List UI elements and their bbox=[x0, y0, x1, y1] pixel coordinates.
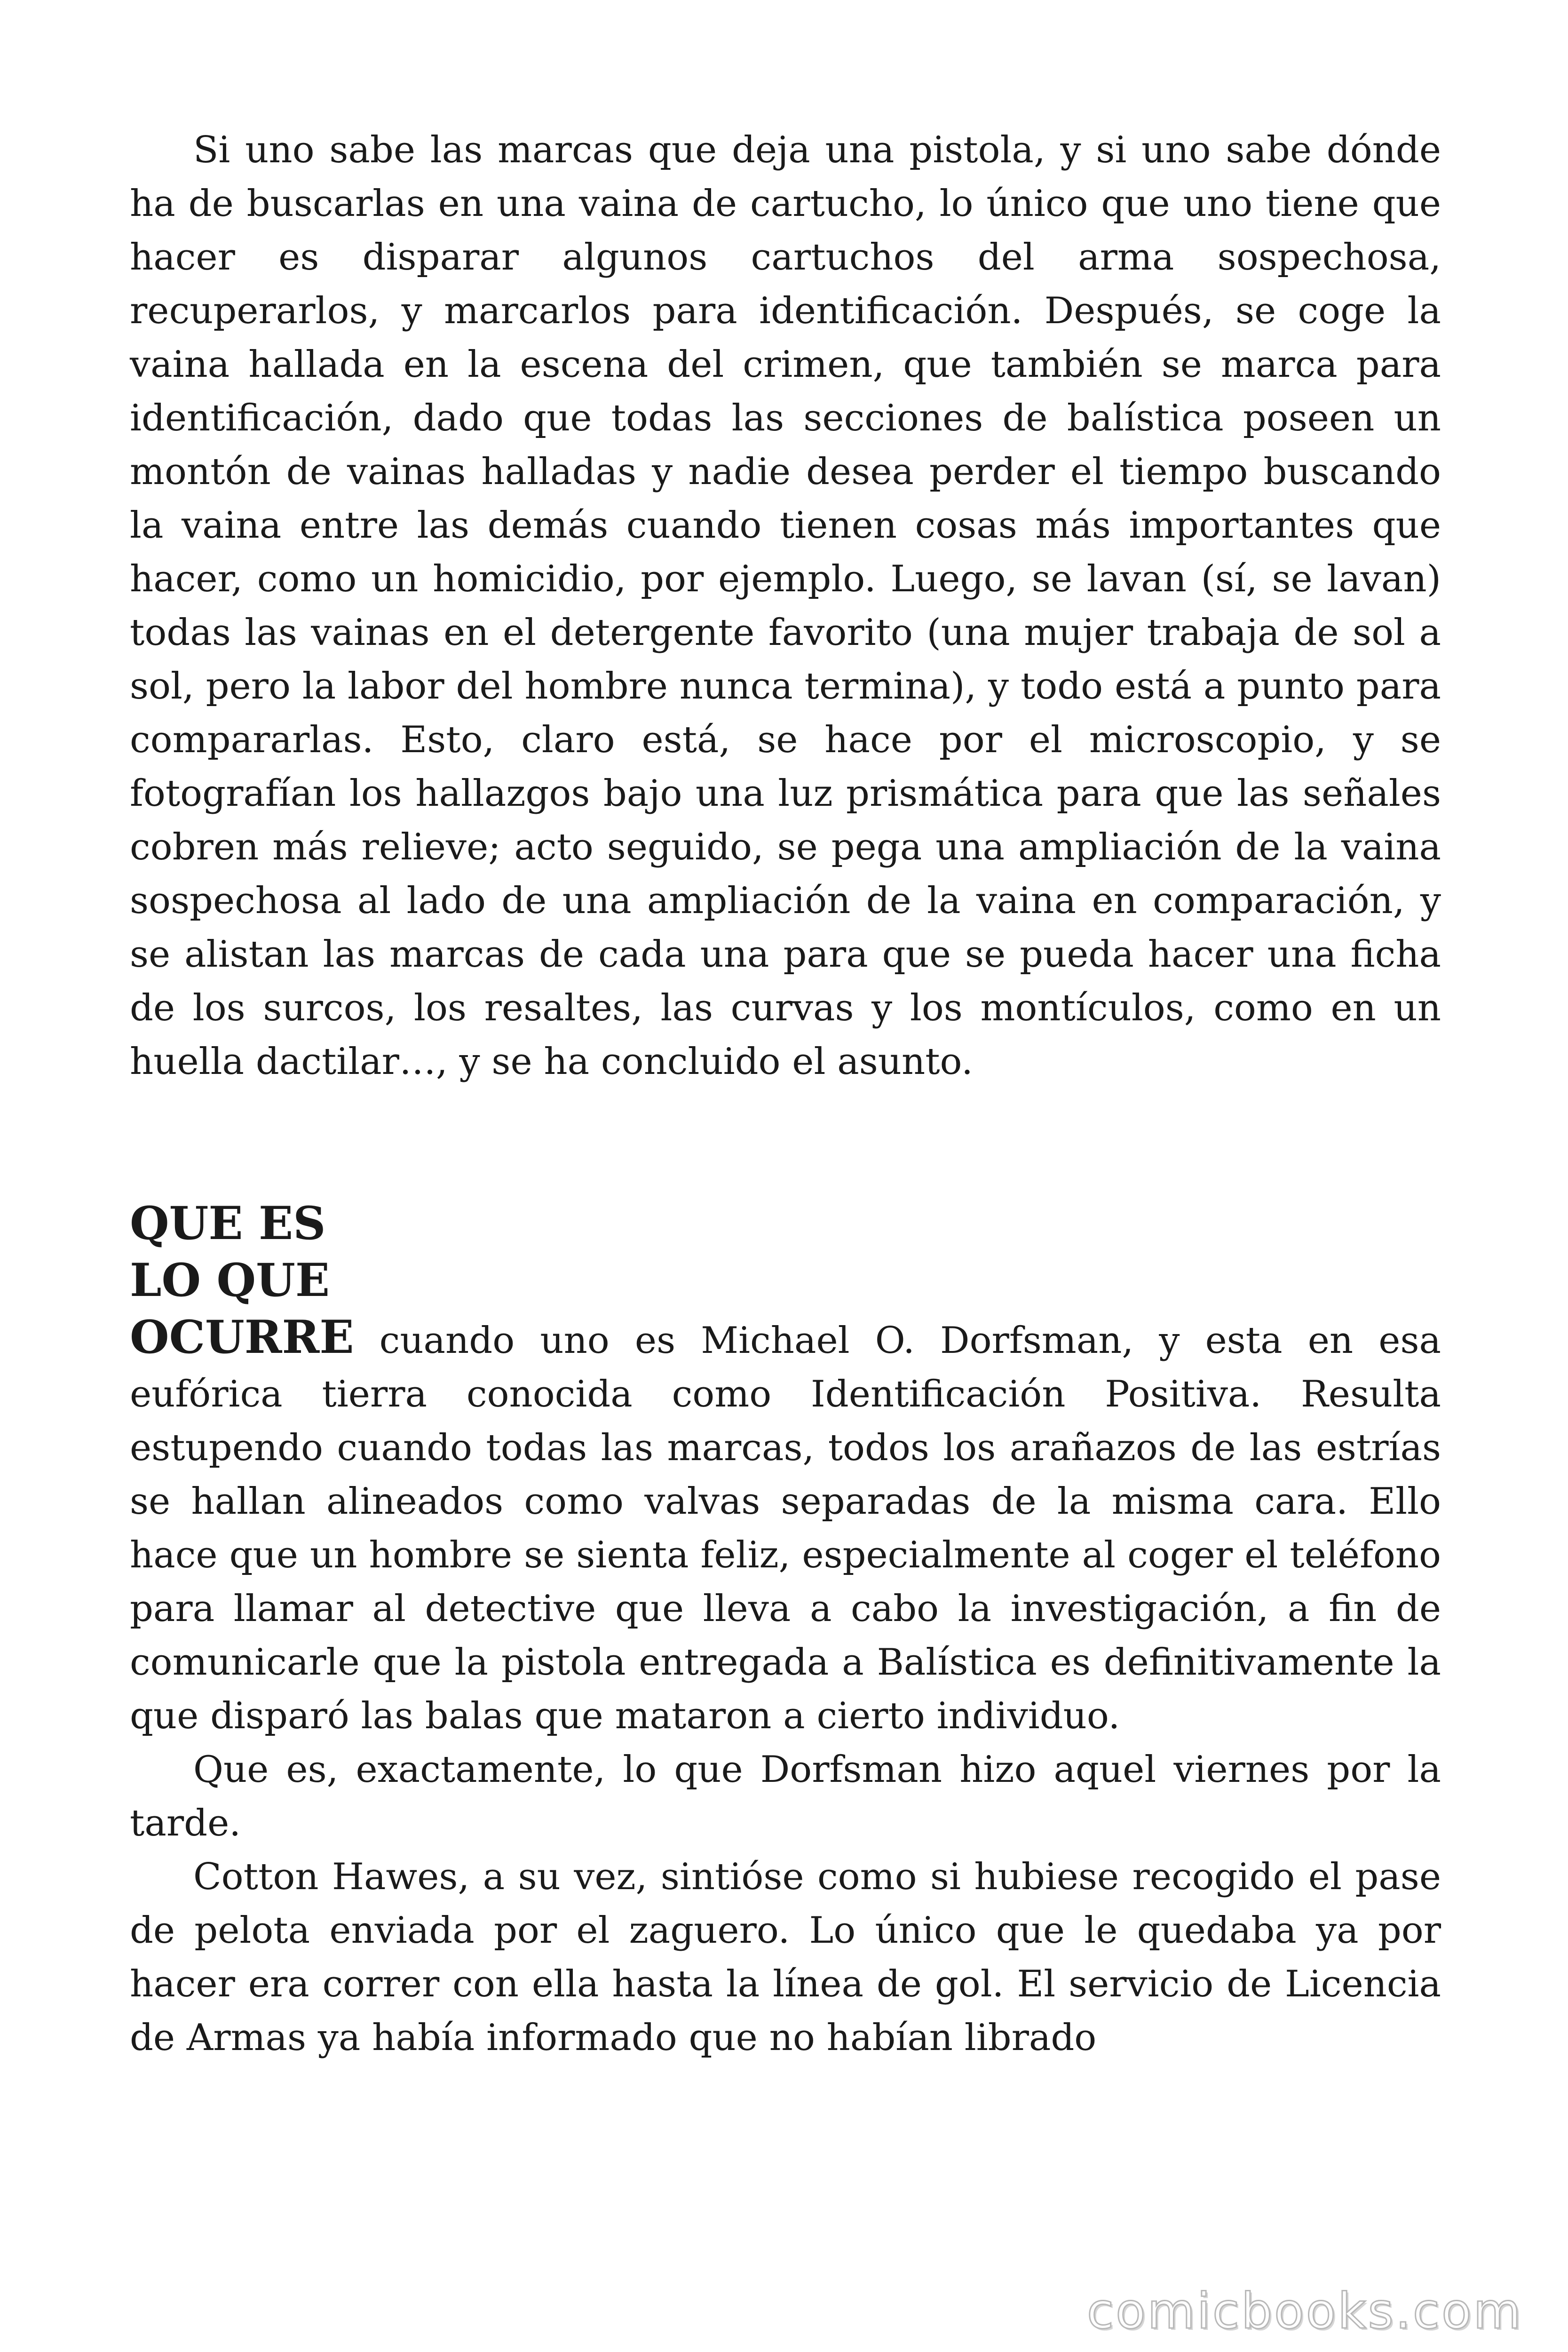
section-lead-text: cuando uno es Michael O. Dorfsman, y esta en esa eufórica tierra conocida como Identificación Positiva. Resulta estupendo cuando todas las marcas, todos los arañazos de las estrías se hallan alineados como valvas separadas de la misma cara. Ello hace que un hombre se sienta feliz, especialmente al coger el teléfono para llamar al detective que lleva a cabo la investigación, a fin de comunicarle que la pistola entregada a Balística es definitivamente la que disparó las balas que mataron a cierto individuo. bbox=[130, 1319, 1441, 1737]
section-heading-line-1: QUE ES bbox=[130, 1197, 326, 1250]
paragraph-3: Cotton Hawes, a su vez, sintióse como si hubiese recogido el pase de pelota enviada por el zaguero. Lo único que le quedaba ya por hacer era correr con ella hasta la línea de gol. El servicio de Licencia de Armas ya había informado que no habían librado bbox=[130, 1856, 1441, 2059]
page-text bbox=[130, 123, 1441, 2065]
paragraph-1: Si uno sabe las marcas que deja una pistola, y si uno sabe dónde ha de buscarlas en una vaina de cartucho, lo único que uno tiene que hacer es disparar algunos cartuchos del arma sospechosa, recuperarlos, y marcarlos para identificación. Después, se coge la vaina hallada en la escena del crimen, que también se marca para identificación, dado que todas las secciones de balística poseen un montón de vainas halladas y nadie desea perder el tiempo buscando la vaina entre las demás cuando tienen cosas más importantes que hacer, como un homicidio, por ejemplo. Luego, se lavan (sí, se lavan) todas las vainas en el detergente favorito (una mujer trabaja de sol a sol, pero la labor del hombre nunca termina), y todo está a punto para compararlas. Esto, claro está, se hace por el microscopio, y se fotografían los hallazgos bajo una luz prismática para que las señales cobren más relieve; acto seguido, se pega una ampliación de la vaina sospechosa al lado de una ampliación de la vaina en comparación, y se alistan las marcas de cada una para que se pueda hacer una ficha de los surcos, los resaltes, las curvas y los montículos, como en un huella dactilar…, y se ha concluido el asunto. bbox=[130, 129, 1441, 1083]
section-break bbox=[130, 1089, 1441, 1197]
section-heading-line-3: OCURRE bbox=[130, 1311, 354, 1364]
watermark: comicbooks.com bbox=[1086, 2282, 1523, 2340]
section-opening bbox=[130, 1197, 1441, 1743]
paragraph-2: Que es, exactamente, lo que Dorfsman hizo aquel viernes por la tarde. bbox=[130, 1748, 1441, 1844]
section-heading-line-2: LO QUE bbox=[130, 1254, 330, 1307]
